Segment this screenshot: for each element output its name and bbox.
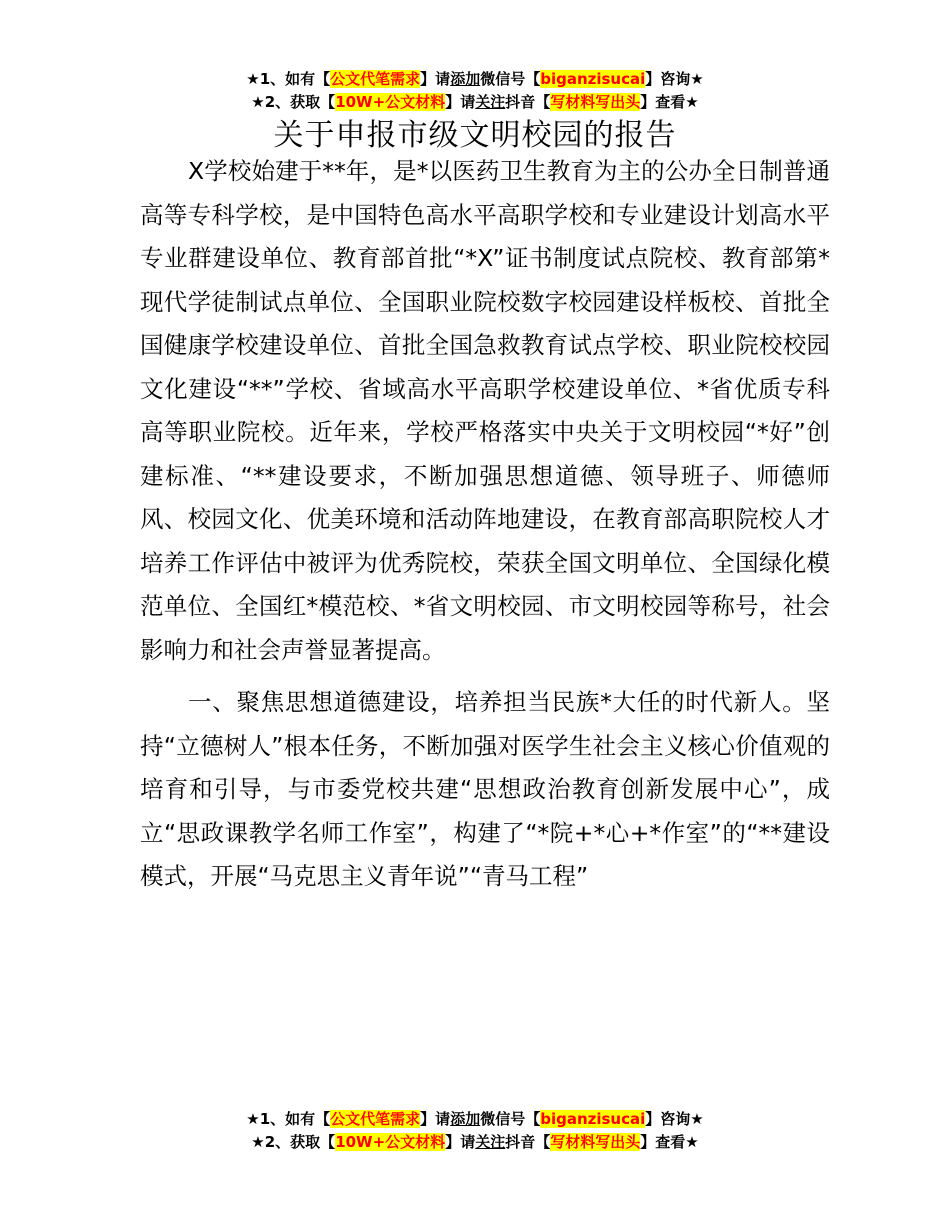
banner-text: ★1、如有【 — [246, 70, 331, 88]
banner-text: 】请 — [445, 93, 476, 111]
banner-text: 】咨询★ — [645, 70, 704, 88]
banner-text: 微信号【 — [480, 70, 541, 88]
document-body — [140, 150, 830, 899]
banner-highlight: biganzisucai — [540, 70, 646, 88]
banner-underline: 添加 — [450, 70, 481, 88]
banner-text: 】咨询★ — [645, 1110, 704, 1128]
body-paragraph: X学校始建于**年，是*以医药卫生教育为主的公办全日制普通高等专科学校，是中国特色高水平高职学校和专业建设计划高水平专业群建设单位、教育部首批“*X”证书制度试点院校、教育部第*现代学徒制试点单位、全国职业院校数字校园建设样板校、首批全国健康学校建设单位、首批全国急救教育试点学校、职业院校校园文化建设“**”学校、省域高水平高职学校建设单位、*省优质专科高等职业院校。近年来，学校严格落实中央关于文明校园“*好”创建标准、“**建设要求，不断加强思想道德、领导班子、师德师风、校园文化、优美环境和活动阵地建设，在教育部高职院校人才培养工作评估中被评为优秀院校，荣获全国文明单位、全国绿化模范单位、全国红*模范校、*省文明校园、市文明校园等称号，社会影响力和社会声誉显著提高。 — [140, 157, 830, 664]
banner-highlight: biganzisucai — [540, 1110, 646, 1128]
header-banner — [0, 68, 950, 114]
body-paragraph: 一、聚焦思想道德建设，培养担当民族*大任的时代新人。坚持“立德树人”根本任务，不断加强对医学生社会主义核心价值观的培育和引导，与市委党校共建“思想政治教育创新发展中心”，成立“思政课教学名师工作室”，构建了“*院+*心+*作室”的“**建设模式，开展“马克思主义青年说”“青马工程” — [140, 688, 830, 890]
banner-line-1 — [0, 68, 950, 91]
banner-highlight: 10W+公文材料 — [335, 1133, 446, 1151]
banner-highlight: 公文代笔需求 — [330, 70, 421, 88]
document-title: 关于申报市级文明校园的报告 — [273, 118, 677, 153]
banner-text: 】查看★ — [640, 1133, 699, 1151]
banner-highlight: 写材料写出头 — [550, 1133, 641, 1151]
banner-text: 微信号【 — [480, 1110, 541, 1128]
banner-line-1 — [0, 1108, 950, 1131]
banner-text: 】查看★ — [640, 93, 699, 111]
banner-text: ★1、如有【 — [246, 1110, 331, 1128]
banner-highlight: 公文代笔需求 — [330, 1110, 421, 1128]
banner-underline: 关注 — [475, 93, 506, 111]
banner-highlight: 写材料写出头 — [550, 93, 641, 111]
banner-text: ★2、获取【 — [251, 93, 336, 111]
banner-text: 抖音【 — [505, 1133, 551, 1151]
banner-line-2 — [0, 1131, 950, 1154]
banner-line-2 — [0, 91, 950, 114]
banner-underline: 添加 — [450, 1110, 481, 1128]
banner-text: 】请 — [420, 70, 451, 88]
banner-text: 抖音【 — [505, 93, 551, 111]
banner-text: 】请 — [445, 1133, 476, 1151]
banner-text: ★2、获取【 — [251, 1133, 336, 1151]
footer-banner — [0, 1108, 950, 1154]
banner-highlight: 10W+公文材料 — [335, 93, 446, 111]
banner-text: 】请 — [420, 1110, 451, 1128]
banner-underline: 关注 — [475, 1133, 506, 1151]
